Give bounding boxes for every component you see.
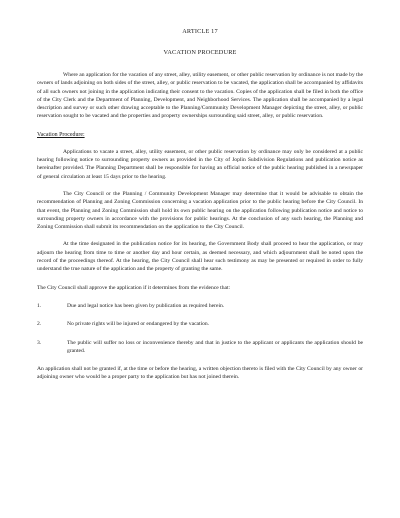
list-item bbox=[37, 339, 363, 356]
list-item-text: Due and legal notice has been given by publication as required herein. bbox=[67, 302, 225, 309]
closing-paragraph: An application shall not be granted if, at the time or before the hearing, a written objection thereto is filed with the City Council by any owner or adjoining owner who would be a proper party to the application but has not joined therein. bbox=[37, 366, 363, 381]
list-item-number: 3. bbox=[37, 339, 42, 346]
list-item-text: The public will suffer no loss or inconvenience thereby and that in justice to the applicant or applicants the application should be granted. bbox=[67, 339, 363, 354]
article-number: ARTICLE 17 bbox=[182, 28, 218, 35]
list-item bbox=[37, 320, 363, 328]
paragraph-applications: Applications to vacate a street, alley, utility easement, or other public reservation by ordinance may only be considered at a public hearing following notice to surrounding property owners as provided in the City of Joplin Subdivision Regulations and publication notice as hereinafter provided. The Planning Department shall be responsible for having an official notice of the public hearing published in a newspaper of general circulation at least 15 days prior to the hearing. bbox=[37, 148, 363, 180]
intro-paragraph: Where an application for the vacation of any street, alley, utility easement, or other public reservation by ordinance is not made by the owners of lands adjoining on both sides of the street, alley, or public reservation to be vacated, the application shall be accompanied by affidavits of all such owners not joining in the application indicating their consent to the vacation. Copies of the application shall be filed in both the office of the City Clerk and the Department of Planning, Development, and Neighborhood Services. The application shall be accompanied by a legal description and survey or such other drawing acceptable to the Planning/Community Development Manager depicting the street, alley, or public reservation sought to be vacated and the properties and property ownerships surrounding said street, alley, or public reservation. bbox=[37, 72, 363, 120]
list-intro: The City Council shall approve the application if it determines from the evidence that: bbox=[37, 284, 231, 291]
paragraph-hearing: At the time designated in the publication notice for its hearing, the Government Body shall proceed to hear the application, or may adjourn the hearing from time to time or another day and hour certain, as deemed necessary, and which adjournment shall be noted upon the record of the proceedings thereof. At the hearing, the City Council shall hear such testimony as may be presented or required in order to fully understand the true nature of the application and the property of granting the same. bbox=[37, 241, 363, 273]
document-title: VACATION PROCEDURE bbox=[163, 49, 237, 56]
list-item-number: 1. bbox=[37, 302, 42, 309]
section-heading: Vacation Procedure: bbox=[37, 131, 85, 138]
list-item bbox=[37, 302, 363, 310]
list-item-text: No private rights will be injured or endangered by the vacation. bbox=[67, 321, 210, 328]
list-item-number: 2. bbox=[37, 321, 42, 328]
paragraph-commission-recommendation: The City Council or the Planning / Community Development Manager may determine that it would be advisable to obtain the recommendation of Planning and Zoning Commission concerning a vacation application prior to the public hearing before the City Council. In that event, the Planning and Zoning Commission shall hold its own public hearing on the application following publication notice and notice to surrounding property owners in accordance with the provisions for public hearings. At the conclusion of any such hearing, the Planning and Zoning Commission shall submit its recommendation on the application to the City Council. bbox=[37, 190, 363, 231]
